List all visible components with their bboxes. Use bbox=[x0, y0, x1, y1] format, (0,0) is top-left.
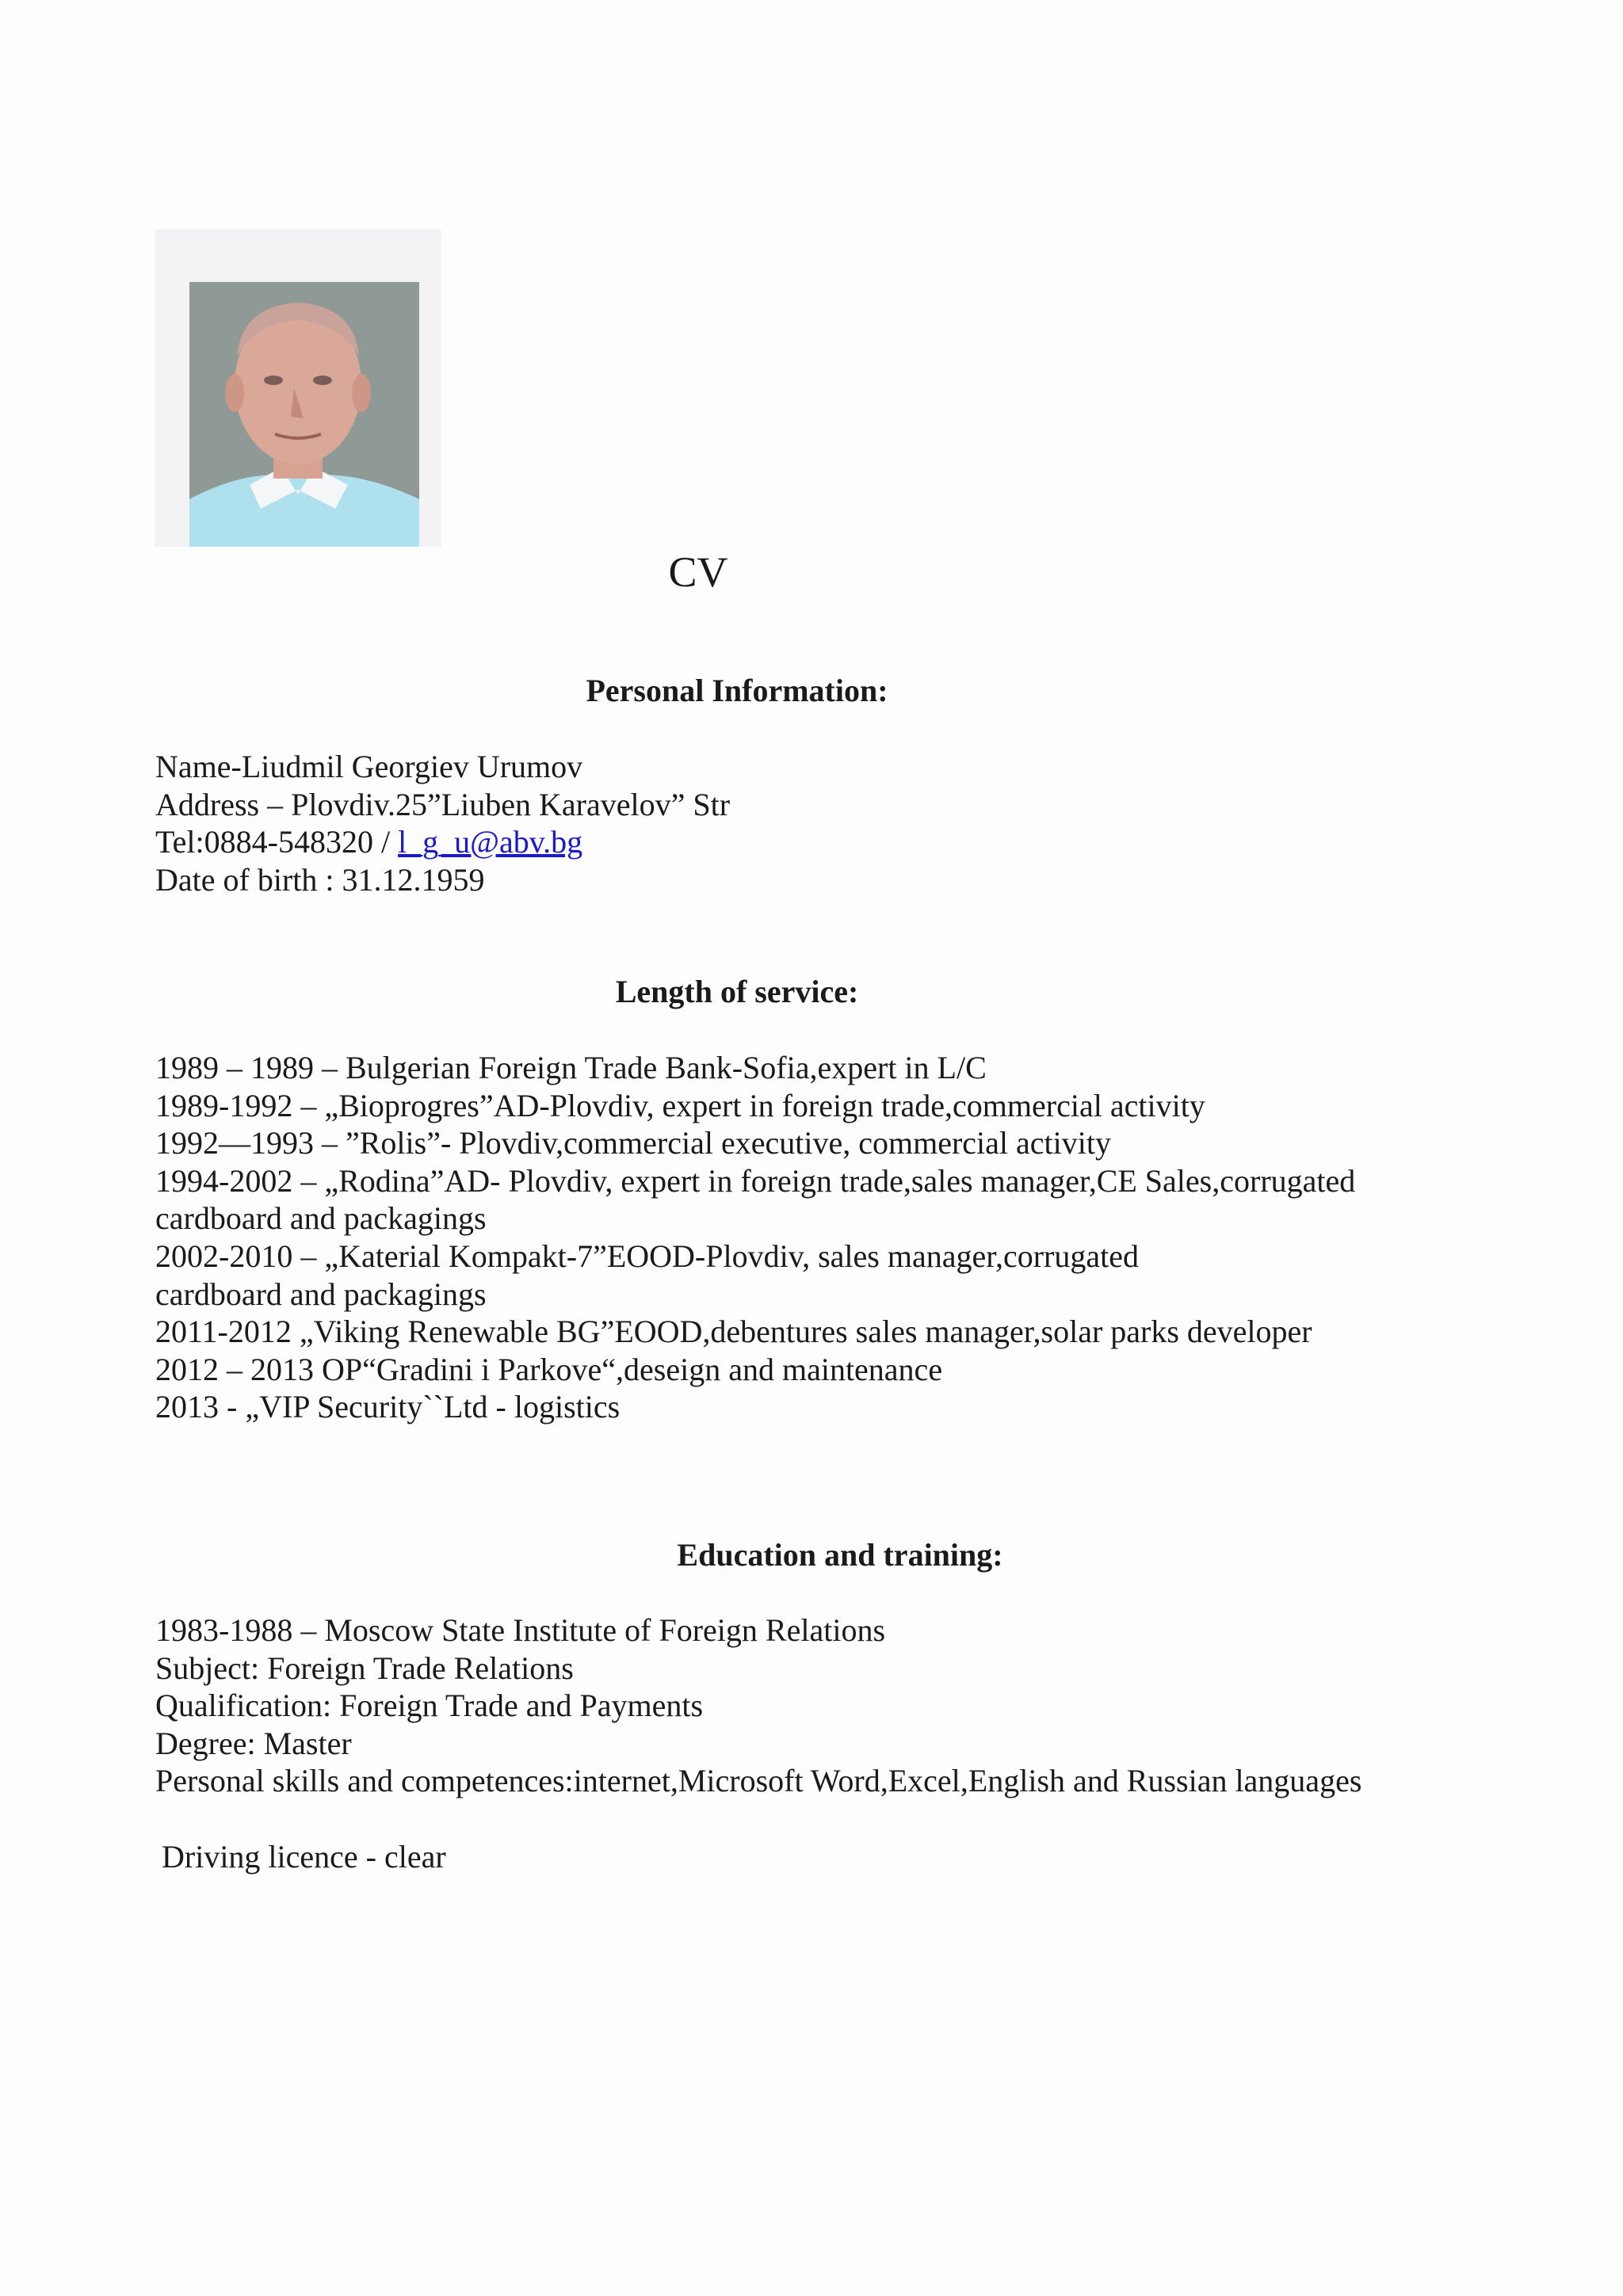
length-of-service-block bbox=[155, 1049, 1518, 1426]
education-line: Qualification: Foreign Trade and Payments bbox=[155, 1688, 704, 1724]
service-line: 2011-2012 „Viking Renewable BG”EOOD,debentures sales manager,solar parks developer bbox=[155, 1314, 1312, 1350]
tel-line bbox=[155, 823, 1518, 861]
address-line: Address – Plovdiv.25”Liuben Karavelov” Str bbox=[155, 786, 731, 822]
driving-licence-line: Driving licence - clear bbox=[162, 1839, 446, 1875]
service-line: cardboard and packagings bbox=[155, 1276, 487, 1312]
name-line: Name-Liudmil Georgiev Urumov bbox=[155, 749, 583, 784]
service-line: 1994-2002 – „Rodina”AD- Plovdiv, expert in foreign trade,sales manager,CE Sales,corrugated bbox=[155, 1162, 1356, 1199]
personal-information-heading: Personal Information: bbox=[586, 673, 888, 708]
email-link[interactable]: l_g_u@abv.bg bbox=[398, 824, 583, 860]
service-line: 2012 – 2013 OP“Gradini i Parkove“,deseign and maintenance bbox=[155, 1351, 943, 1387]
service-line: 2013 - „VIP Security``Ltd - logistics bbox=[155, 1389, 621, 1425]
tel-text: Tel:0884-548320 / bbox=[155, 824, 399, 860]
length-of-service-heading: Length of service: bbox=[615, 974, 859, 1009]
service-line: 2002-2010 – „Katerial Kompakt-7”EOOD-Plovdiv, sales manager,corrugated bbox=[155, 1238, 1139, 1274]
service-line: 1992—1993 – ”Rolis”- Plovdiv,commercial executive, commercial activity bbox=[155, 1125, 1111, 1161]
education-and-training-heading: Education and training: bbox=[677, 1537, 1003, 1573]
education-line: Subject: Foreign Trade Relations bbox=[155, 1650, 574, 1686]
education-block bbox=[155, 1611, 1518, 1800]
personal-information-block bbox=[155, 748, 1518, 898]
service-line: cardboard and packagings bbox=[155, 1200, 487, 1237]
portrait-photo bbox=[155, 230, 441, 547]
cv-title: CV bbox=[668, 548, 728, 596]
service-line: 1989-1992 – „Bioprogres”AD-Plovdiv, expert in foreign trade,commercial activity bbox=[155, 1087, 1205, 1123]
date-of-birth-line: Date of birth : 31.12.1959 bbox=[155, 861, 485, 898]
education-line: 1983-1988 – Moscow State Institute of Foreign Relations bbox=[155, 1612, 886, 1648]
education-line: Personal skills and competences:internet,Microsoft Word,Excel,English and Russian languages bbox=[155, 1763, 1362, 1799]
education-line: Degree: Master bbox=[155, 1725, 352, 1761]
service-line: 1989 – 1989 – Bulgerian Foreign Trade Bank-Sofia,expert in L/C bbox=[155, 1050, 987, 1085]
